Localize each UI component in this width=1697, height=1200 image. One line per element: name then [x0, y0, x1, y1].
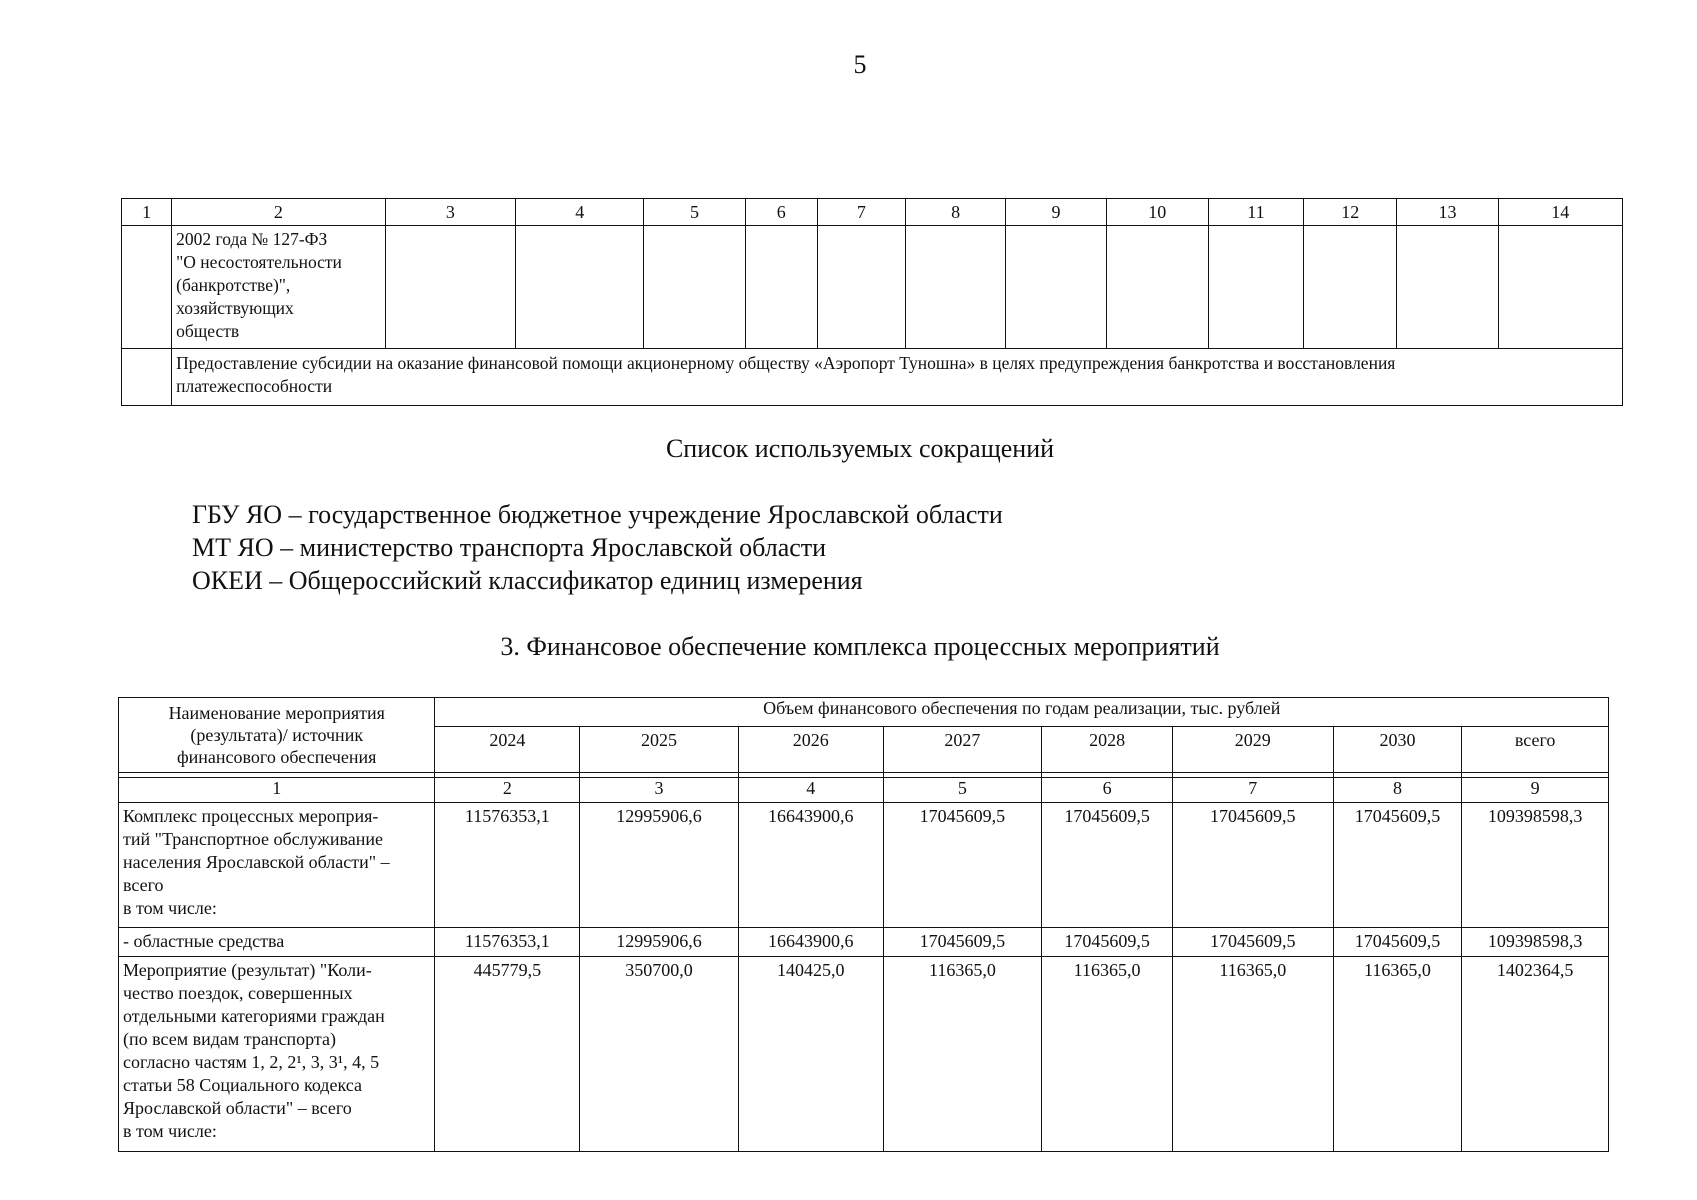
column-number: 14 — [1498, 199, 1622, 226]
table-row — [122, 226, 1623, 349]
abbreviation-item: МТ ЯО – министерство транспорта Ярославской области — [192, 533, 827, 562]
abbreviations-title: Список используемых сокращений — [665, 434, 1055, 463]
total-cell: 109398598,3 — [1462, 928, 1609, 957]
column-number: 9 — [1462, 778, 1609, 803]
abbreviation-item: ГБУ ЯО – государственное бюджетное учреждение Ярославской области — [192, 500, 1003, 529]
column-number: 3 — [385, 199, 515, 226]
value-cell: 16643900,6 — [738, 803, 883, 928]
year-header: 2025 — [580, 727, 739, 773]
row-name-cell: 2002 года № 127-ФЗ "О несостоятельности (банкротстве)", хозяйствующих обществ — [172, 226, 386, 349]
column-number: 1 — [122, 199, 172, 226]
value-cell: 17045609,5 — [1333, 803, 1462, 928]
value-cell: 116365,0 — [1333, 957, 1462, 1152]
finance-table — [118, 697, 1609, 1152]
column-number: 11 — [1208, 199, 1303, 226]
row-name-cell: - областные средства — [119, 928, 435, 957]
table-row — [122, 349, 1623, 406]
year-header: 2028 — [1042, 727, 1173, 773]
table-row — [119, 803, 1609, 928]
table-header-row — [122, 199, 1623, 226]
column-number: 4 — [516, 199, 644, 226]
finance-section-title: 3. Финансовое обеспечение комплекса процессных мероприятий — [500, 632, 1220, 661]
year-header: 2029 — [1172, 727, 1333, 773]
continuation-table — [121, 198, 1623, 406]
value-cell: 17045609,5 — [1172, 803, 1333, 928]
funding-group-header: Объем финансового обеспечения по годам реализации, тыс. рублей — [435, 698, 1609, 727]
column-number: 9 — [1006, 199, 1106, 226]
column-number: 7 — [1172, 778, 1333, 803]
table-row — [119, 957, 1609, 1152]
column-number: 7 — [817, 199, 905, 226]
column-number: 12 — [1304, 199, 1397, 226]
year-header: 2027 — [883, 727, 1042, 773]
column-number: 1 — [119, 778, 435, 803]
year-header: 2026 — [738, 727, 883, 773]
column-number: 5 — [883, 778, 1042, 803]
subsidy-description: Предоставление субсидии на оказание финансовой помощи акционерному обществу «Аэропорт Туношна» в целях предупреждения банкротства и восстановления платежеспособности — [172, 349, 1623, 406]
column-number: 4 — [738, 778, 883, 803]
column-number: 6 — [745, 199, 817, 226]
value-cell: 17045609,5 — [883, 803, 1042, 928]
column-number: 10 — [1106, 199, 1208, 226]
value-cell: 12995906,6 — [580, 803, 739, 928]
column-number: 6 — [1042, 778, 1173, 803]
value-cell: 116365,0 — [1172, 957, 1333, 1152]
value-cell: 17045609,5 — [1172, 928, 1333, 957]
row-name-cell: Мероприятие (результат) "Коли- чество поездок, совершенных отдельными категориями граждан (по всем видам транспорта) согласно частям 1, 2, 2¹, 3, 3¹, 4, 5 статьи 58 Социального кодекса Ярославской области" – всего в том числе: — [119, 957, 435, 1152]
abbreviations-list — [192, 498, 1003, 597]
column-number-row — [119, 778, 1609, 803]
value-cell: 116365,0 — [883, 957, 1042, 1152]
column-number: 8 — [1333, 778, 1462, 803]
abbreviation-item: ОКЕИ – Общероссийский классификатор единиц измерения — [192, 566, 863, 595]
value-cell: 12995906,6 — [580, 928, 739, 957]
value-cell: 140425,0 — [738, 957, 883, 1152]
value-cell: 11576353,1 — [435, 928, 580, 957]
column-number: 13 — [1397, 199, 1498, 226]
value-cell: 17045609,5 — [1333, 928, 1462, 957]
name-column-header: Наименование мероприятия (результата)/ источник финансового обеспечения — [119, 698, 435, 773]
value-cell: 11576353,1 — [435, 803, 580, 928]
column-number: 5 — [644, 199, 745, 226]
value-cell: 17045609,5 — [1042, 928, 1173, 957]
page-number: 5 — [853, 50, 867, 79]
row-name-cell: Комплекс процессных мероприя- тий "Транспортное обслуживание населения Ярославской области" – всего в том числе: — [119, 803, 435, 928]
total-cell: 1402364,5 — [1462, 957, 1609, 1152]
value-cell: 116365,0 — [1042, 957, 1173, 1152]
column-number: 2 — [435, 778, 580, 803]
value-cell: 16643900,6 — [738, 928, 883, 957]
column-number: 3 — [580, 778, 739, 803]
column-number: 8 — [906, 199, 1006, 226]
value-cell: 350700,0 — [580, 957, 739, 1152]
table-row — [119, 928, 1609, 957]
value-cell: 17045609,5 — [883, 928, 1042, 957]
table-header-row — [119, 698, 1609, 727]
value-cell: 17045609,5 — [1042, 803, 1173, 928]
year-header: 2030 — [1333, 727, 1462, 773]
total-header: всего — [1462, 727, 1609, 773]
column-number: 2 — [172, 199, 386, 226]
year-header: 2024 — [435, 727, 580, 773]
total-cell: 109398598,3 — [1462, 803, 1609, 928]
value-cell: 445779,5 — [435, 957, 580, 1152]
